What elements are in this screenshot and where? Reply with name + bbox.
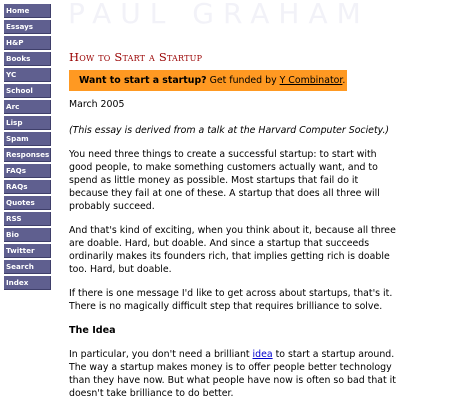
paragraph-4-text-start: In particular, you don't need a brilliant <box>69 349 253 360</box>
sidebar-item-home[interactable]: Home <box>4 4 51 18</box>
article-body <box>69 98 399 400</box>
sidebar-item-quotes[interactable]: Quotes <box>4 196 51 210</box>
banner-text: Get funded by <box>206 75 280 86</box>
sidebar-item-responses[interactable]: Responses <box>4 148 51 162</box>
sidebar-item-school[interactable]: School <box>4 84 51 98</box>
sidebar-item-arc[interactable]: Arc <box>4 100 51 114</box>
section-heading-idea: The Idea <box>69 325 116 336</box>
sidebar-item-twitter[interactable]: Twitter <box>4 244 51 258</box>
sidebar-item-faqs[interactable]: FAQs <box>4 164 51 178</box>
site-logo[interactable]: PAUL GRAHAM <box>68 0 370 30</box>
essay-note: (This essay is derived from a talk at the Harvard Computer Society.) <box>69 125 390 136</box>
sidebar-item-hp[interactable]: H&P <box>4 36 51 50</box>
sidebar-item-bio[interactable]: Bio <box>4 228 51 242</box>
yc-promo-banner <box>69 70 347 91</box>
paragraph-4-text-end: to start a startup around. The way a startup makes money is to offer people better technology than they have now. But what people have now is often so bad that it doesn't take brilliance to do better. <box>69 349 396 399</box>
sidebar-item-essays[interactable]: Essays <box>4 20 51 34</box>
paragraph-2: And that's kind of exciting, when you think about it, because all three are doable. Hard, but doable. And since a startup that succeeds ordinarily makes its founders rich, that implies getting rich is doable too. Hard, but doable. <box>69 225 396 275</box>
sidebar-item-lisp[interactable]: Lisp <box>4 116 51 130</box>
paragraph-3: If there is one message I'd like to get across about startups, that's it. There is no magically difficult step that requires brilliance to solve. <box>69 288 393 312</box>
banner-period: . <box>342 75 346 86</box>
sidebar-item-yc[interactable]: YC <box>4 68 51 82</box>
paragraph-4 <box>69 348 399 400</box>
page-title: How to Start a Startup <box>69 50 203 64</box>
sidebar-item-raqs[interactable]: RAQs <box>4 180 51 194</box>
paragraph-1: You need three things to create a successful startup: to start with good people, to make something customers actually want, and to spend as little money as possible. Most startups that fail do it because they fail at one of these. A startup that does all three will probably succeed. <box>69 149 380 212</box>
banner-lead: Want to start a startup? <box>79 75 207 86</box>
y-combinator-link[interactable]: Y Combinator <box>279 75 343 86</box>
sidebar-item-index[interactable]: Index <box>4 276 51 290</box>
sidebar-nav <box>4 4 51 292</box>
sidebar-item-spam[interactable]: Spam <box>4 132 51 146</box>
essay-date: March 2005 <box>69 99 125 110</box>
sidebar-item-books[interactable]: Books <box>4 52 51 66</box>
sidebar-item-rss[interactable]: RSS <box>4 212 51 226</box>
sidebar-item-search[interactable]: Search <box>4 260 51 274</box>
idea-link[interactable]: idea <box>252 349 273 360</box>
